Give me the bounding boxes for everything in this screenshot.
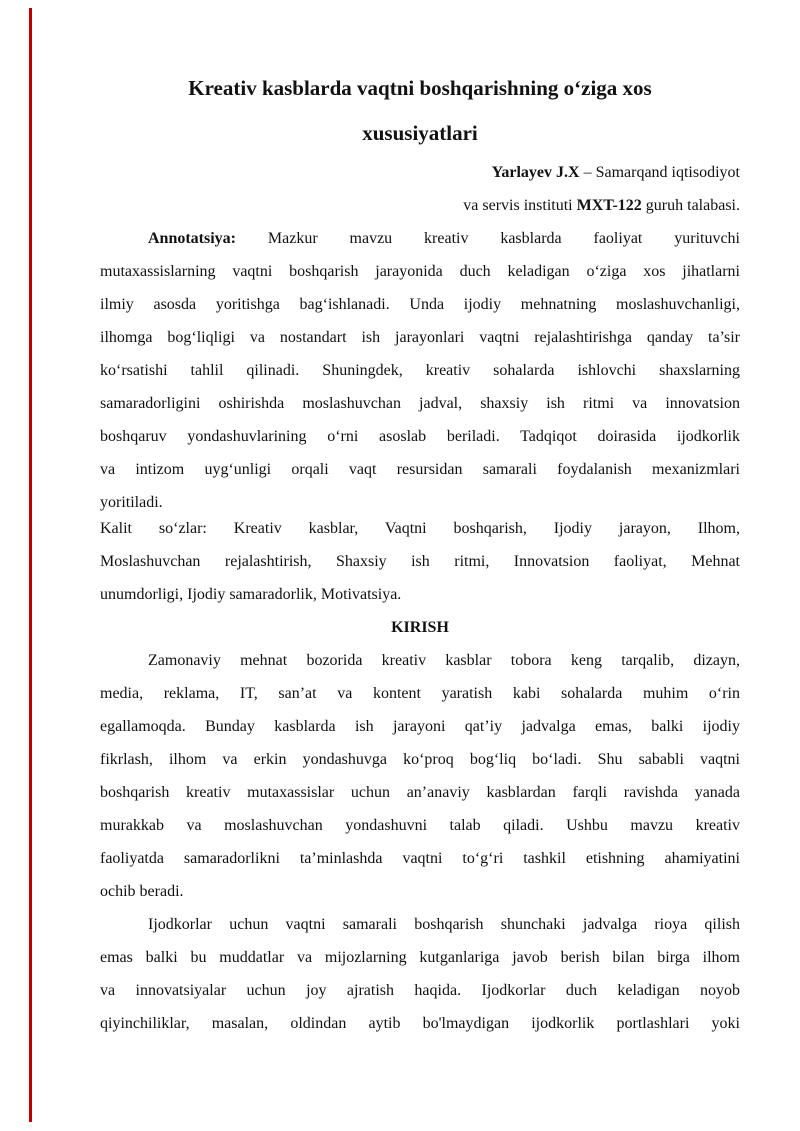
text-line: emas balki bu muddatlar va mijozlarning kutganlariga javob berish bilan birga ilhom xyxy=(100,949,740,966)
text-line: faoliyatda samaradorlikni ta’minlashda vaqtni to‘g‘ri tashkil etishning ahamiyatini xyxy=(100,850,740,867)
document-content xyxy=(100,66,740,1040)
author-affiliation: – Samarqand iqtisodiyot xyxy=(583,164,740,181)
text-line: fikrlash, ilhom va erkin yondashuvga ko‘proq bog‘liq bo‘ladi. Shu sababli vaqtni xyxy=(100,751,740,768)
text-line: ko‘rsatishi tahlil qilinadi. Shuningdek, kreativ sohalarda ishlovchi shaxslarning xyxy=(100,362,740,379)
title-line-1: Kreativ kasblarda vaqtni boshqarishning o‘ziga xos xyxy=(188,76,652,100)
title-line-2: xususiyatlari xyxy=(362,121,478,145)
text-line: samaradorligini oshirishda moslashuvchan jadval, shaxsiy ish ritmi va innovatsion xyxy=(100,395,740,412)
text-line: Moslashuvchan rejalashtirish, Shaxsiy ish ritmi, Innovatsion faoliyat, Mehnat xyxy=(100,553,740,570)
text-line: Kalit so‘zlar: Kreativ kasblar, Vaqtni boshqarish, Ijodiy jarayon, Ilhom, xyxy=(100,520,740,537)
paragraph-annotation xyxy=(100,222,740,519)
text-line: ilmiy asosda yoritishga bag‘ishlanadi. Unda ijodiy mehnatning moslashuvchanligi, xyxy=(100,296,740,313)
author-role: guruh talabasi. xyxy=(645,197,740,214)
text-line: qiyinchiliklar, masalan, oldindan aytib bo'lmaydigan ijodkorlik portlashlari yoki xyxy=(100,1015,740,1032)
text-line: ilhomga bog‘liqligi va nostandart ish jarayonlari vaqtni rejalashtirishga qanday ta’sir xyxy=(100,329,740,346)
paragraph-keywords xyxy=(100,512,740,611)
document-title xyxy=(100,66,740,156)
tracked-changes-bar xyxy=(29,8,32,1122)
author-group: MXT-122 xyxy=(576,197,642,214)
text-line: va innovatsiyalar uchun joy ajratish haqida. Ijodkorlar duch keladigan noyob xyxy=(100,982,740,999)
text-line: va intizom uyg‘unligi orqali vaqt resursidan samarali foydalanish mexanizmlari xyxy=(100,461,740,478)
paragraph-intro-1 xyxy=(100,644,740,908)
text-line: ochib beradi. xyxy=(100,883,184,900)
section-heading-kirish: KIRISH xyxy=(391,619,449,636)
text-line: Ijodkorlar uchun vaqtni samarali boshqarish shunchaki jadvalga rioya qilish xyxy=(148,916,740,933)
text-line: unumdorligi, Ijodiy samaradorlik, Motivatsiya. xyxy=(100,586,402,603)
author-line-1 xyxy=(100,156,740,189)
text-line: Zamonaviy mehnat bozorida kreativ kasblar tobora keng tarqalib, dizayn, xyxy=(148,652,740,669)
author-block xyxy=(100,156,740,222)
text-line: murakkab va moslashuvchan yondashuvni talab qiladi. Ushbu mavzu kreativ xyxy=(100,817,740,834)
annotation-label: Annotatsiya: xyxy=(148,230,237,247)
text-line: egallamoqda. Bunday kasblarda ish jarayoni qat’iy jadvalga emas, balki ijodiy xyxy=(100,718,740,735)
paragraph-intro-2 xyxy=(100,908,740,1040)
text-line: mutaxassislarning vaqtni boshqarish jarayonida duch keladigan o‘ziga xos jihatlarni xyxy=(100,263,740,280)
author-institute: va servis instituti xyxy=(463,197,573,214)
text-line: boshqaruv yondashuvlarining o‘rni asoslab beriladi. Tadqiqot doirasida ijodkorlik xyxy=(100,428,740,445)
text-line: yoritiladi. xyxy=(100,494,163,511)
author-line-2 xyxy=(100,189,740,222)
author-name: Yarlayev J.X xyxy=(491,164,580,181)
text-line: boshqarish kreativ mutaxassislar uchun an’anaviy kasblardan farqli ravishda yanada xyxy=(100,784,740,801)
text-line: media, reklama, IT, san’at va kontent yaratish kabi sohalarda muhim o‘rin xyxy=(100,685,740,702)
text-line: Annotatsiya: Mazkur mavzu kreativ kasblarda faoliyat yurituvchi xyxy=(148,230,741,247)
